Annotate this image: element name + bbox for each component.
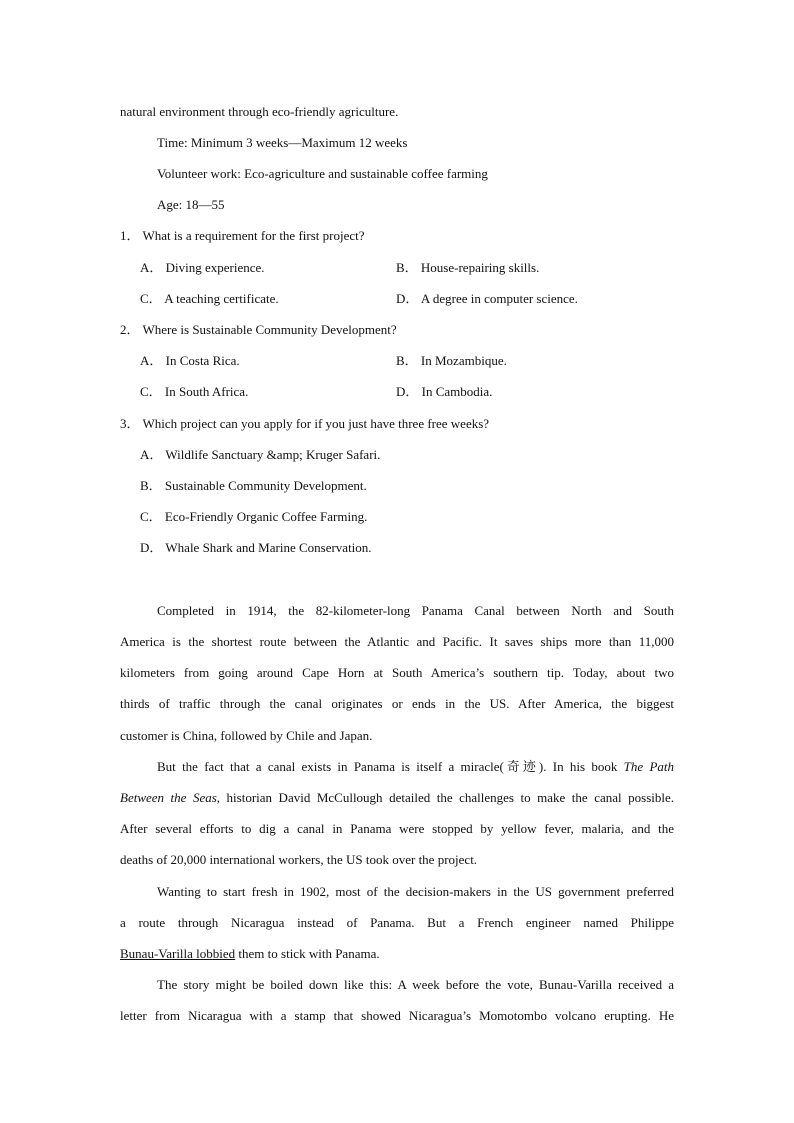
passage-p3-line-2: a route through Nicaragua instead of Panama. But a French engineer named Philippe: [120, 915, 674, 930]
question-1-option-d: D． A degree in computer science.: [396, 291, 578, 306]
question-2-option-d: D． In Cambodia.: [396, 384, 493, 399]
project-age: Age: 18—55: [157, 197, 225, 212]
question-2-option-b: B． In Mozambique.: [396, 353, 507, 368]
passage-p2-line-4: deaths of 20,000 international workers, the US took over the project.: [120, 852, 478, 867]
question-1-option-c: C． A teaching certificate.: [140, 291, 279, 306]
passage-p2-line-1-text: But the fact that a canal exists in Panama is itself a miracle(奇迹). In his book: [157, 759, 624, 774]
question-3-option-d: D． Whale Shark and Marine Conservation.: [140, 540, 372, 555]
project-time: Time: Minimum 3 weeks—Maximum 12 weeks: [157, 135, 408, 150]
question-2-option-c: C． In South Africa.: [140, 384, 249, 399]
passage-p1-line-2: America is the shortest route between the Atlantic and Pacific. It saves ships more than 11,000: [120, 634, 674, 649]
passage-p2-line-2-text: , historian David McCullough detailed the challenges to make the canal possible.: [216, 790, 674, 805]
question-2-option-a: A． In Costa Rica.: [140, 353, 240, 368]
passage-p3-line-1: Wanting to start fresh in 1902, most of the decision-makers in the US government preferred: [157, 884, 674, 899]
book-title-part-1: The Path: [623, 759, 674, 774]
intro-tail-text: natural environment through eco-friendly agriculture.: [120, 104, 399, 119]
passage-p4-line-1: The story might be boiled down like this: A week before the vote, Bunau-Varilla received a: [157, 977, 674, 992]
book-title-part-2: Between the Seas: [120, 790, 217, 805]
question-3-option-b: B． Sustainable Community Development.: [140, 478, 367, 493]
passage-p1-line-4: thirds of traffic through the canal originates or ends in the US. After America, the biggest: [120, 696, 674, 711]
question-2-stem: 2． Where is Sustainable Community Development?: [120, 322, 397, 337]
question-3-option-c: C． Eco-Friendly Organic Coffee Farming.: [140, 509, 368, 524]
passage-p3-line-3: [120, 946, 380, 962]
passage-p1-line-5: customer is China, followed by Chile and Japan.: [120, 728, 373, 743]
passage-p4-line-2: letter from Nicaragua with a stamp that showed Nicaragua’s Momotombo volcano erupting. He: [120, 1008, 674, 1023]
question-1-option-b: B． House-repairing skills.: [396, 260, 540, 275]
question-3-stem: 3． Which project can you apply for if you just have three free weeks?: [120, 416, 490, 431]
underlined-phrase: Bunau-Varilla lobbied: [120, 946, 236, 961]
question-1-option-a: A． Diving experience.: [140, 260, 265, 275]
question-1-stem: 1． What is a requirement for the first project?: [120, 228, 365, 243]
passage-p2-line-1: [157, 759, 674, 775]
passage-p1-line-1: Completed in 1914, the 82-kilometer-long Panama Canal between North and South: [157, 603, 674, 618]
question-3-option-a: A． Wildlife Sanctuary &amp; Kruger Safari.: [140, 447, 381, 462]
project-volunteer-work: Volunteer work: Eco-agriculture and sustainable coffee farming: [157, 166, 488, 181]
passage-p1-line-3: kilometers from going around Cape Horn at South America’s southern tip. Today, about two: [120, 665, 674, 680]
passage-p2-line-3: After several efforts to dig a canal in Panama were stopped by yellow fever, malaria, and the: [120, 821, 674, 836]
passage-p3-line-3-text: them to stick with Panama.: [235, 946, 380, 961]
passage-p2-line-2: [120, 790, 674, 806]
